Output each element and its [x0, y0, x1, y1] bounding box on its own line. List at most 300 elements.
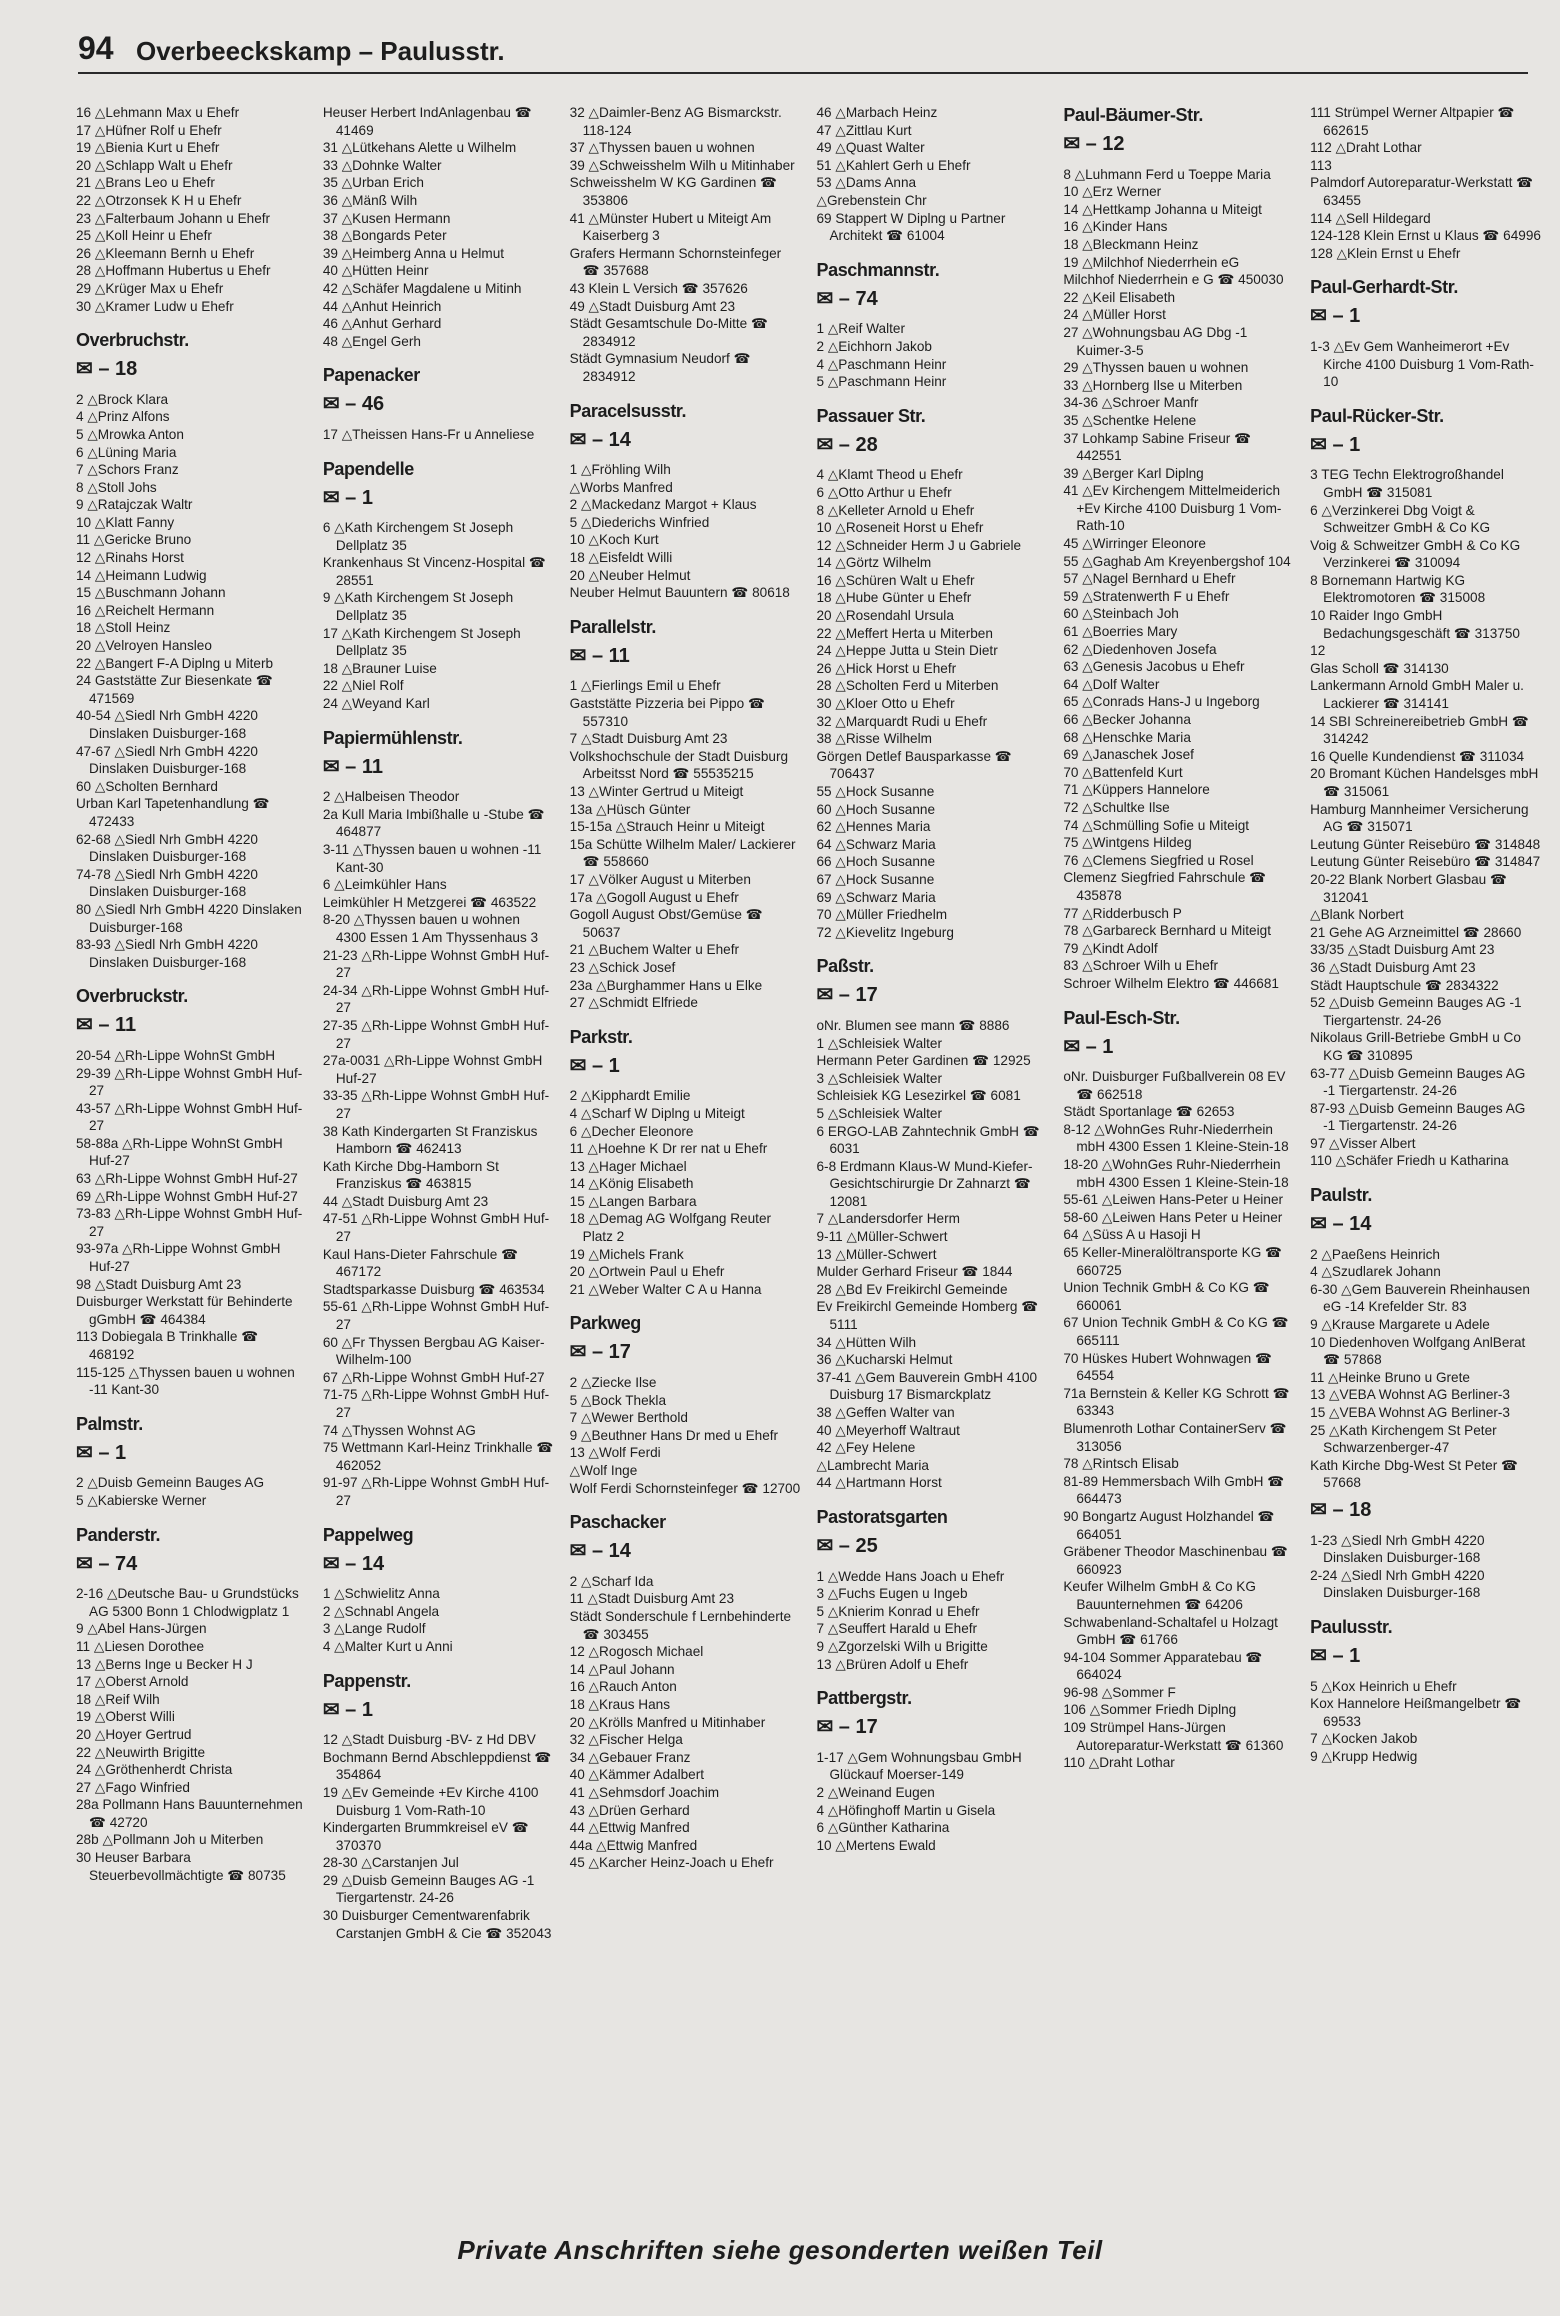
directory-entry: 13 △Hager Michael	[569, 1158, 687, 1174]
postal-district: ✉ – 1	[1310, 305, 1361, 328]
directory-entry: 25 △Koll Heinr u Ehefr	[76, 228, 212, 244]
directory-entry: 43-57 △Rh-Lippe Wohnst GmbH Huf-27	[76, 1100, 303, 1134]
directory-entry: 16 △Lehmann Max u Ehefr	[76, 105, 240, 120]
directory-entry: 70 △Müller Friedhelm	[816, 907, 948, 923]
directory-entry: 22 △Bangert F-A Diplng u Miterb	[76, 655, 274, 671]
directory-entry: 39 △Berger Karl Diplng	[1063, 465, 1204, 481]
directory-entry: 78 △Rintsch Elisab	[1063, 1456, 1179, 1472]
directory-entry: 32 △Marquardt Rudi u Ehefr	[816, 713, 988, 729]
directory-entry: 9 △Abel Hans-Jürgen	[76, 1621, 207, 1637]
directory-entry: 64 △Dolf Walter	[1063, 676, 1160, 692]
directory-entry: 68 △Henschke Maria	[1063, 729, 1191, 745]
directory-entry: 33-35 △Rh-Lippe Wohnst GmbH Huf-27	[322, 1088, 550, 1121]
directory-entry: 34 △Gebauer Franz	[569, 1749, 691, 1765]
directory-entry: 42 △Schäfer Magdalene u Mitinh	[322, 280, 522, 296]
directory-entry: 113	[1310, 157, 1332, 173]
directory-column-2	[322, 104, 558, 2179]
directory-entry: 15 △Buschmann Johann	[76, 585, 226, 601]
directory-entry: 87-93 △Duisb Gemeinn Bauges AG -1 Tiergartenstr. 24-26	[1310, 1100, 1530, 1134]
directory-column-1	[76, 104, 307, 2179]
directory-entry: 67 △Rh-Lippe Wohnst GmbH Huf-27	[322, 1369, 545, 1385]
directory-entry: 20 △Rosendahl Ursula	[816, 608, 954, 624]
directory-entry: 3 △Schleisiek Walter	[816, 1070, 943, 1086]
directory-entry: 11 △Hoehne K Dr rer nat u Ehefr	[569, 1141, 768, 1157]
directory-entry: 113 Dobiegala B Trinkhalle ☎ 468192	[76, 1329, 262, 1362]
directory-entry: 9 △Ratajczak Waltr	[76, 497, 193, 513]
directory-entry: 51 △Kahlert Gerh u Ehefr	[816, 157, 971, 173]
directory-entry: 90 Bongartz August Holzhandel ☎ 664051	[1063, 1508, 1279, 1542]
street-heading: Passauer Str.	[816, 405, 926, 426]
directory-entry: 45 △Wirringer Eleonore	[1063, 536, 1206, 552]
directory-entry: 3 TEG Techn Elektrogroßhandel GmbH ☎ 315081	[1310, 467, 1508, 500]
directory-entry: 2 △Schnabl Angela	[322, 1603, 440, 1619]
directory-entry: 22 △Otrzonsek K H u Ehefr	[76, 192, 242, 208]
directory-entry: Glas Scholl ☎ 314130	[1310, 660, 1449, 676]
directory-entry: 28a Pollmann Hans Bauunternehmen ☎ 42720	[76, 1797, 307, 1830]
street-heading: Paulstr.	[1310, 1185, 1372, 1206]
directory-entry: Schwabenland-Schaltafel u Holzagt GmbH ☎ 61766	[1063, 1614, 1282, 1648]
directory-entry: 112 △Draht Lothar	[1310, 140, 1422, 156]
directory-entry: 60 △Steinbach Joh	[1063, 606, 1179, 622]
directory-entry: 21 △Brans Leo u Ehefr	[76, 175, 215, 191]
directory-entry: 63 △Rh-Lippe Wohnst GmbH Huf-27	[76, 1171, 298, 1187]
directory-entry: 18 △Bleckmann Heinz	[1063, 236, 1199, 252]
directory-entry: 8 Bornemann Hartwig KG Elektromotoren ☎ 315008	[1310, 572, 1486, 606]
directory-entry: 27a-0031 △Rh-Lippe Wohnst GmbH Huf-27	[322, 1053, 547, 1086]
directory-entry: 40 △Kämmer Adalbert	[569, 1767, 705, 1783]
directory-entry: 1 △Fröhling Wilh	[569, 462, 671, 478]
directory-entry: 2 △Scharf Ida	[569, 1573, 654, 1589]
street-heading: Parkstr.	[569, 1026, 633, 1047]
street-heading: Paschmannstr.	[816, 259, 940, 280]
page-footer-note: Private Anschriften siehe gesonderten weißen Teil	[457, 2235, 1103, 2265]
directory-entry: Kaul Hans-Dieter Fahrschule ☎ 467172	[322, 1246, 522, 1280]
directory-entry: 1-23 △Siedl Nrh GmbH 4220 Dinslaken Duisburger-168	[1310, 1532, 1489, 1566]
directory-entry: 17 △Oberst Arnold	[76, 1674, 189, 1690]
directory-entry: Palmdorf Autoreparatur-Werkstatt ☎ 63455	[1310, 175, 1537, 208]
directory-entry: 1-3 △Ev Gem Wanheimerort +Ev Kirche 4100 Duisburg 1 Vom-Rath-10	[1310, 338, 1534, 390]
street-heading: Overbruchstr.	[76, 330, 189, 351]
directory-entry: 6 △Decher Eleonore	[569, 1123, 694, 1139]
directory-entry: Wolf Ferdi Schornsteinfeger ☎ 12700	[569, 1480, 801, 1496]
directory-entry: 4 △Scharf W Diplng u Miteigt	[569, 1105, 745, 1121]
directory-entry: 72 △Kievelitz Ingeburg	[816, 924, 954, 940]
directory-entry: 2 △Mackedanz Margot + Klaus	[569, 497, 757, 513]
directory-entry: 70 Hüskes Hubert Wohnwagen ☎ 64554	[1063, 1350, 1276, 1384]
directory-entry: 29 △Duisb Gemeinn Bauges AG -1 Tiergartenstr. 24-26	[322, 1872, 538, 1906]
directory-entry: 12 △Schneider Herm J u Gabriele	[816, 537, 1022, 553]
directory-entry: 60 △Fr Thyssen Bergbau AG Kaiser-Wilhelm-100	[322, 1334, 545, 1368]
directory-entry: 5 △Schleisiek Walter	[816, 1105, 943, 1121]
directory-entry: Gräbener Theodor Maschinenbau ☎ 660923	[1063, 1544, 1292, 1577]
directory-entry: 29 △Krüger Max u Ehefr	[76, 280, 224, 296]
directory-entry: Neuber Helmut Bauuntern ☎ 80618	[569, 585, 790, 601]
directory-entry: 14 △Paul Johann	[569, 1661, 675, 1677]
directory-entry: 33/35 △Stadt Duisburg Amt 23	[1310, 942, 1495, 958]
directory-entry: 4 △Szudlarek Johann	[1310, 1264, 1441, 1280]
directory-entry: Grafers Hermann Schornsteinfeger ☎ 357688	[569, 245, 785, 279]
street-heading: Pappenstr.	[322, 1670, 411, 1691]
directory-entry: 1 △Schwielitz Anna	[322, 1586, 440, 1602]
postal-district: ✉ – 1	[569, 1054, 620, 1077]
directory-entry: 7 △Stadt Duisburg Amt 23	[569, 731, 728, 747]
directory-entry: 44 △Ettwig Manfred	[569, 1820, 690, 1836]
directory-entry: 71-75 △Rh-Lippe Wohnst GmbH Huf-27	[322, 1387, 550, 1420]
directory-entry: Schroer Wilhelm Elektro ☎ 446681	[1063, 975, 1279, 991]
street-heading: Paschacker	[569, 1512, 666, 1533]
directory-entry: 37 Lohkamp Sabine Friseur ☎ 442551	[1063, 430, 1255, 464]
directory-entry: 14 △König Elisabeth	[569, 1176, 694, 1192]
postal-district: ✉ – 1	[1063, 1035, 1114, 1058]
directory-entry: 23 △Falterbaum Johann u Ehefr	[76, 210, 271, 226]
directory-entry: 74-78 △Siedl Nrh GmbH 4220 Dinslaken Duisburger-168	[76, 866, 262, 900]
directory-entry: 2a Kull Maria Imbißhalle u -Stube ☎ 464877	[322, 806, 549, 840]
directory-entry: 18 △Eisfeldt Willi	[569, 550, 673, 566]
directory-entry: Mulder Gerhard Friseur ☎ 1844	[816, 1264, 1013, 1280]
postal-district: ✉ – 17	[816, 1716, 878, 1739]
directory-entry: 6 △Otto Arthur u Ehefr	[816, 484, 952, 500]
directory-entry: Städt Hauptschule ☎ 2834322	[1310, 977, 1499, 993]
directory-entry: 32 △Fischer Helga	[569, 1732, 683, 1748]
directory-entry: 44 △Hartmann Horst	[816, 1475, 942, 1491]
directory-entry: Keufer Wilhelm GmbH & Co KG Bauunternehmen ☎ 64206	[1063, 1579, 1260, 1612]
street-heading: Paracelsusstr.	[569, 400, 687, 421]
postal-district: ✉ – 11	[76, 1014, 137, 1037]
directory-entry: 33 △Dohnke Walter	[322, 157, 442, 173]
postal-district: ✉ – 17	[569, 1341, 631, 1364]
directory-entry: 13 △Brüren Adolf u Ehefr	[816, 1656, 969, 1672]
directory-entry: 6 △Leimkühler Hans	[322, 877, 447, 893]
directory-entry: 128 △Klein Ernst u Ehefr	[1310, 245, 1461, 261]
directory-entry: 8 △Kelleter Arnold u Ehefr	[816, 502, 975, 518]
directory-entry: 5 △Knierim Konrad u Ehefr	[816, 1603, 980, 1619]
directory-entry: oNr. Blumen see mann ☎ 8886	[816, 1017, 1010, 1033]
directory-entry: 124-128 Klein Ernst u Klaus ☎ 64996	[1310, 228, 1541, 244]
directory-entry: 1 △Reif Walter	[816, 321, 905, 337]
directory-entry: 72 △Schultke Ilse	[1063, 799, 1170, 815]
directory-entry: 36 △Stadt Duisburg Amt 23	[1310, 959, 1476, 975]
directory-entry: Nikolaus Grill-Betriebe GmbH u Co KG ☎ 310895	[1310, 1030, 1525, 1063]
directory-entry: 8-12 △WohnGes Ruhr-Niederrhein mbH 4300 Essen 1 Kleine-Stein-18	[1063, 1121, 1289, 1155]
directory-entry: 66 △Hoch Susanne	[816, 854, 936, 870]
postal-district: ✉ – 14	[1310, 1213, 1372, 1236]
directory-entry: 17 △Hüfner Rolf u Ehefr	[76, 122, 222, 138]
directory-entry: 91-97 △Rh-Lippe Wohnst GmbH Huf-27	[322, 1475, 550, 1508]
directory-entry: 59 △Stratenwerth F u Ehefr	[1063, 588, 1230, 604]
postal-district: ✉ – 46	[322, 393, 385, 416]
directory-entry: 37-41 △Gem Bauverein GmbH 4100 Duisburg 17 Bismarckplatz	[816, 1369, 1041, 1403]
directory-entry: 40 △Hütten Heinr	[322, 263, 429, 279]
directory-entry: 69 △Rh-Lippe Wohnst GmbH Huf-27	[76, 1188, 298, 1204]
page-title: Overbeeckskamp – Paulusstr.	[136, 36, 505, 66]
directory-entry: 55 △Gaghab Am Kreyenbergshof 104	[1063, 553, 1291, 569]
directory-entry: 22 △Meffert Herta u Miterben	[816, 625, 993, 641]
directory-entry: 17 △Theissen Hans-Fr u Anneliese	[322, 426, 535, 442]
directory-entry: 28b △Pollmann Joh u Miterben	[76, 1832, 264, 1848]
directory-entry: 3 △Fuchs Eugen u Ingeb	[816, 1586, 968, 1602]
directory-entry: 4 △Malter Kurt u Anni	[322, 1638, 453, 1654]
directory-entry: 70 △Battenfeld Kurt	[1063, 764, 1183, 780]
street-heading: Palmstr.	[76, 1413, 143, 1434]
directory-entry: 109 Strümpel Hans-Jürgen Autoreparatur-Werkstatt ☎ 61360	[1063, 1720, 1284, 1753]
directory-entry: 67 △Hock Susanne	[816, 871, 935, 887]
directory-entry: 30 △Kramer Ludw u Ehefr	[76, 298, 234, 314]
directory-entry: 38 △Bongards Peter	[322, 228, 447, 244]
directory-entry: Städt Gymnasium Neudorf ☎ 2834912	[569, 351, 755, 384]
postal-district: ✉ – 12	[1063, 133, 1125, 155]
directory-entry: Voig & Schweitzer GmbH & Co KG Verzinkerei ☎ 310094	[1310, 537, 1524, 571]
directory-entry: 6 ERGO-LAB Zahntechnik GmbH ☎ 6031	[816, 1123, 1044, 1157]
directory-entry: 9 △Krause Margarete u Adele	[1310, 1317, 1490, 1333]
directory-entry: 22 △Keil Elisabeth	[1063, 289, 1176, 305]
directory-entry: 27 △Fago Winfried	[76, 1779, 190, 1795]
directory-entry: 35 △Schentke Helene	[1063, 412, 1197, 428]
directory-entry: 18 △Brauner Luise	[322, 660, 437, 676]
directory-entry: 19 △Michels Frank	[569, 1246, 684, 1262]
directory-entry: 2 △Kipphardt Emilie	[569, 1088, 691, 1104]
street-heading: Paul-Esch-Str.	[1063, 1007, 1180, 1028]
directory-entry: Bochmann Bernd Abschleppdienst ☎ 354864	[322, 1749, 556, 1783]
directory-entry: Lankermann Arnold GmbH Maler u. Lackierer ☎ 314141	[1310, 678, 1528, 712]
directory-entry: 24 △Weyand Karl	[322, 696, 430, 712]
directory-entry: 1-17 △Gem Wohnungsbau GmbH Glückauf Moerser-149	[816, 1749, 1026, 1783]
directory-entry: 26 △Hick Horst u Ehefr	[816, 660, 957, 676]
directory-entry: 25 △Kath Kirchengem St Peter Schwarzenberger-47	[1310, 1422, 1501, 1456]
directory-entry: 3 △Lange Rudolf	[322, 1621, 426, 1637]
directory-entry: 24 Gaststätte Zur Biesenkate ☎ 471569	[76, 673, 277, 706]
directory-entry: 11 △Liesen Dorothee	[76, 1638, 205, 1654]
directory-entry: 11 △Stadt Duisburg Amt 23	[569, 1591, 735, 1607]
directory-entry: 47-67 △Siedl Nrh GmbH 4220 Dinslaken Duisburger-168	[76, 743, 262, 777]
directory-entry: 16 △Rauch Anton	[569, 1679, 677, 1695]
directory-entry: 75 Wettmann Karl-Heinz Trinkhalle ☎ 462052	[322, 1440, 558, 1473]
directory-entry: 62-68 △Siedl Nrh GmbH 4220 Dinslaken Duisburger-168	[76, 831, 262, 865]
directory-entry: Hermann Peter Gardinen ☎ 12925	[816, 1053, 1031, 1069]
directory-entry: 15 △Langen Barbara	[569, 1193, 697, 1209]
directory-entry: 55-61 △Leiwen Hans-Peter u Heiner	[1063, 1192, 1284, 1208]
directory-entry: 29-39 △Rh-Lippe Wohnst GmbH Huf-27	[76, 1065, 303, 1099]
directory-entry: 19 △Milchhof Niederrhein eG	[1063, 254, 1240, 270]
directory-entry: Heuser Herbert IndAnlagenbau ☎ 41469	[322, 105, 536, 138]
directory-entry: 10 △Erz Werner	[1063, 184, 1162, 200]
directory-entry: 36 △Mänß Wilh	[322, 192, 418, 208]
directory-entry: 18 △Hube Günter u Ehefr	[816, 590, 972, 606]
directory-entry: Gaststätte Pizzeria bei Pippo ☎ 557310	[569, 696, 769, 729]
directory-entry: 69 Stappert W Diplng u Partner Architekt ☎ 61004	[816, 210, 1009, 244]
directory-entry: 57 △Nagel Bernhard u Ehefr	[1063, 571, 1236, 587]
directory-entry: 63-77 △Duisb Gemeinn Bauges AG -1 Tiergartenstr. 24-26	[1310, 1065, 1530, 1099]
directory-entry: Kath Kirche Dbg-Hamborn St Franziskus ☎ 463815	[322, 1158, 503, 1192]
directory-entry: 69 △Schwarz Maria	[816, 889, 936, 905]
postal-district: ✉ – 74	[76, 1552, 138, 1575]
directory-entry: 14 △Hettkamp Johanna u Miteigt	[1063, 201, 1262, 217]
directory-entry: 49 △Stadt Duisburg Amt 23	[569, 298, 736, 314]
street-heading: Parkweg	[569, 1313, 641, 1334]
directory-entry: 52 △Duisb Gemeinn Bauges AG -1 Tiergartenstr. 24-26	[1310, 995, 1526, 1028]
directory-entry: 1 △Fierlings Emil u Ehefr	[569, 678, 721, 694]
directory-entry: 19 △Bienia Kurt u Ehefr	[76, 140, 220, 156]
directory-entry: 2 △Eichhorn Jakob	[816, 338, 932, 354]
directory-entry: 69 △Janaschek Josef	[1063, 747, 1194, 763]
directory-entry: 12 △Rogosch Michael	[569, 1644, 704, 1660]
directory-entry: 43 △Drüen Gerhard	[569, 1802, 690, 1818]
directory-entry: Urban Karl Tapetenhandlung ☎ 472433	[76, 796, 274, 829]
directory-entry: 9 △Zgorzelski Wilh u Brigitte	[816, 1638, 988, 1654]
directory-column-5	[1063, 104, 1294, 2179]
postal-district: ✉ – 14	[569, 428, 631, 451]
directory-entry: 44 △Stadt Duisburg Amt 23	[322, 1193, 489, 1209]
directory-entry: 19 △Ev Gemeinde +Ev Kirche 4100 Duisburg 1 Vom-Rath-10	[322, 1784, 543, 1818]
directory-entry: 67 Union Technik GmbH & Co KG ☎ 665111	[1063, 1315, 1293, 1348]
directory-entry: 4 △Klamt Theod u Ehefr	[816, 467, 963, 483]
directory-entry: △Wolf Inge	[569, 1463, 638, 1478]
directory-entry: 11 △Heinke Bruno u Grete	[1310, 1369, 1470, 1385]
directory-entry: 23 △Schick Josef	[569, 959, 676, 975]
directory-entry: 34 △Hütten Wilh	[816, 1334, 917, 1350]
directory-entry: 41 △Münster Hubert u Miteigt Am Kaiserberg 3	[569, 210, 776, 244]
directory-entry: 114 △Sell Hildegard	[1310, 210, 1431, 226]
directory-entry: 47 △Zittlau Kurt	[816, 122, 912, 138]
directory-entry: 5 △Bock Thekla	[569, 1392, 667, 1408]
street-heading: Papiermühlenstr.	[322, 727, 463, 748]
directory-entry: 106 △Sommer Friedh Diplng	[1063, 1702, 1237, 1718]
directory-entry: 53 △Dams Anna	[816, 175, 917, 191]
directory-entry: Hamburg Mannheimer Versicherung AG ☎ 315071	[1310, 801, 1532, 835]
directory-entry: 29 △Thyssen bauen u wohnen	[1063, 360, 1249, 376]
directory-entry: Duisburger Werkstatt für Behinderte gGmbH ☎ 464384	[76, 1294, 297, 1327]
directory-entry: 11 △Gericke Bruno	[76, 532, 192, 548]
directory-entry: 61 △Boerries Mary	[1063, 624, 1178, 640]
directory-entry: 83-93 △Siedl Nrh GmbH 4220 Dinslaken Duisburger-168	[76, 937, 262, 970]
postal-district: ✉ – 17	[816, 984, 878, 1007]
directory-entry: 36 △Kucharski Helmut	[816, 1352, 953, 1368]
directory-entry: 38 Kath Kindergarten St Franziskus Hamborn ☎ 462413	[322, 1123, 542, 1157]
directory-entry: 97 △Visser Albert	[1310, 1135, 1416, 1151]
directory-entry: 77 △Ridderbusch P	[1063, 905, 1182, 921]
directory-entry: 15 △VEBA Wohnst AG Berliner-3	[1310, 1405, 1510, 1420]
directory-entry: Städt Gesamtschule Do-Mitte ☎ 2834912	[569, 316, 772, 349]
directory-entry: 71 △Küppers Hannelore	[1063, 782, 1210, 798]
directory-entry: 5 △Kabierske Werner	[76, 1492, 207, 1508]
directory-entry: 28-30 △Carstanjen Jul	[322, 1855, 459, 1871]
directory-entry: 17a △Gogoll August u Ehefr	[569, 889, 739, 905]
directory-entry: 7 △Schors Franz	[76, 462, 179, 478]
directory-entry: 3-11 △Thyssen bauen u wohnen -11 Kant-30	[322, 842, 546, 875]
directory-columns	[76, 104, 1541, 2179]
postal-district: ✉ – 1	[1310, 1644, 1361, 1667]
directory-entry: 12 △Rinahs Horst	[76, 550, 184, 566]
directory-entry: 24 △Heppe Jutta u Stein Dietr	[816, 643, 998, 659]
directory-entry: Leutung Günter Reisebüro ☎ 314848	[1310, 836, 1541, 852]
directory-entry: 8-20 △Thyssen bauen u wohnen 4300 Essen 1 Am Thyssenhaus 3	[322, 912, 539, 945]
directory-entry: 5 △Diederichs Winfried	[569, 514, 710, 530]
directory-entry: 5 △Kox Heinrich u Ehefr	[1310, 1678, 1457, 1694]
postal-district: ✉ – 74	[816, 287, 878, 310]
directory-entry: 38 △Risse Wilhelm	[816, 731, 932, 747]
directory-entry: 14 △Heimann Ludwig	[76, 567, 207, 583]
street-heading: Papendelle	[322, 458, 414, 479]
directory-entry: 20 △Neuber Helmut	[569, 567, 691, 583]
directory-entry: 2 △Ziecke Ilse	[569, 1375, 657, 1391]
directory-entry: 19 △Oberst Willi	[76, 1709, 175, 1725]
directory-entry: 26 △Kleemann Bernh u Ehefr	[76, 245, 255, 261]
directory-entry: 27 △Schmidt Elfriede	[569, 995, 698, 1011]
directory-entry: 21 △Buchem Walter u Ehefr	[569, 942, 740, 958]
directory-entry: 49 △Quast Walter	[816, 140, 925, 156]
directory-entry: 4 △Höfinghoff Martin u Gisela	[816, 1802, 996, 1818]
directory-entry: 16 Quelle Kundendienst ☎ 311034	[1310, 748, 1525, 764]
postal-district: ✉ – 25	[816, 1534, 878, 1557]
directory-entry: △Worbs Manfred	[569, 479, 673, 495]
directory-entry: 10 △Koch Kurt	[569, 532, 659, 548]
directory-entry: 30 Heuser Barbara Steuerbevollmächtigte ☎ 80735	[76, 1850, 286, 1883]
directory-entry: 6 △Lüning Maria	[76, 444, 177, 460]
directory-entry: 20 △Velroyen Hansleo	[76, 638, 212, 654]
directory-entry: 8 △Stoll Johs	[76, 479, 157, 495]
directory-entry: 10 △Klatt Fanny	[76, 514, 175, 530]
directory-entry: 22 △Niel Rolf	[322, 678, 404, 694]
directory-entry: 96-98 △Sommer F	[1063, 1684, 1176, 1700]
directory-entry: 39 △Heimberg Anna u Helmut	[322, 245, 505, 261]
directory-entry: 24 △Müller Horst	[1063, 307, 1166, 323]
directory-entry: 23a △Burghammer Hans u Elke	[569, 977, 763, 993]
directory-entry: 74 △Thyssen Wohnst AG	[322, 1422, 476, 1438]
directory-entry: 10 Diedenhoven Wolfgang AnlBerat ☎ 57868	[1310, 1334, 1530, 1368]
directory-entry: Schweisshelm W KG Gardinen ☎ 353806	[569, 175, 781, 208]
directory-entry: 4 △Prinz Alfons	[76, 409, 170, 425]
directory-entry: Kox Hannelore Heißmangelbetr ☎ 69533	[1310, 1696, 1526, 1729]
directory-entry: 111 Strümpel Werner Altpapier ☎ 662615	[1310, 105, 1519, 138]
directory-entry: 7 △Kocken Jakob	[1310, 1731, 1418, 1747]
directory-entry: 9 △Beuthner Hans Dr med u Ehefr	[569, 1427, 779, 1443]
directory-entry: 47-51 △Rh-Lippe Wohnst GmbH Huf-27	[322, 1211, 550, 1245]
directory-entry: Kindergarten Brummkreisel eV ☎ 370370	[322, 1820, 533, 1853]
postal-district: ✉ – 1	[76, 1441, 127, 1464]
directory-entry: 7 △Landersdorfer Herm	[816, 1211, 960, 1227]
directory-entry: 115-125 △Thyssen bauen u wohnen -11 Kant-30	[76, 1364, 299, 1398]
directory-entry: 13 △Winter Gertrud u Miteigt	[569, 784, 744, 799]
directory-column-4	[816, 104, 1047, 2179]
directory-entry: △Blank Norbert	[1310, 907, 1404, 923]
directory-entry: 18 △Reif Wilh	[76, 1691, 160, 1707]
directory-entry: 34-36 △Schroer Manfr	[1063, 395, 1199, 411]
directory-entry: 58-60 △Leiwen Hans Peter u Heiner	[1063, 1209, 1283, 1225]
directory-entry: 58-88a △Rh-Lippe WohnSt GmbH Huf-27	[76, 1135, 287, 1169]
directory-entry: Blumenroth Lothar ContainerServ ☎ 313056	[1063, 1420, 1291, 1454]
directory-entry: 20 △Hoyer Gertrud	[76, 1726, 192, 1742]
directory-entry: 48 △Engel Gerh	[322, 333, 421, 349]
directory-entry: 60 △Hoch Susanne	[816, 801, 936, 817]
directory-entry: 37 △Thyssen bauen u wohnen	[569, 140, 755, 156]
directory-entry: 2 △Brock Klara	[76, 391, 169, 407]
postal-district: ✉ – 18	[76, 358, 138, 381]
directory-entry: Görgen Detlef Bausparkasse ☎ 706437	[816, 748, 1016, 782]
directory-entry: 16 △Schüren Walt u Ehefr	[816, 572, 975, 588]
directory-entry: 83 △Schroer Wilh u Ehefr	[1063, 958, 1219, 974]
directory-entry: 18 △Stoll Heinz	[76, 620, 171, 636]
street-heading: Paulusstr.	[1310, 1616, 1393, 1637]
directory-entry: 5 △Paschmann Heinr	[816, 374, 947, 390]
directory-entry: 10 Raider Ingo GmbH Bedachungsgeschäft ☎ 313750	[1310, 608, 1520, 641]
directory-entry: 15-15a △Strauch Heinr u Miteigt	[569, 819, 765, 835]
directory-entry: 28 △Scholten Ferd u Miterben	[816, 678, 999, 694]
directory-entry: 41 △Sehmsdorf Joachim	[569, 1784, 720, 1800]
directory-entry: 14 SBI Schreinereibetrieb GmbH ☎ 314242	[1310, 713, 1533, 747]
postal-district: ✉ – 14	[322, 1552, 385, 1575]
directory-entry: 2-24 △Siedl Nrh GmbH 4220 Dinslaken Duisburger-168	[1310, 1567, 1489, 1601]
directory-entry: 28 △Hoffmann Hubertus u Ehefr	[76, 263, 271, 279]
directory-entry: Leimkühler H Metzgerei ☎ 463522	[322, 894, 537, 910]
